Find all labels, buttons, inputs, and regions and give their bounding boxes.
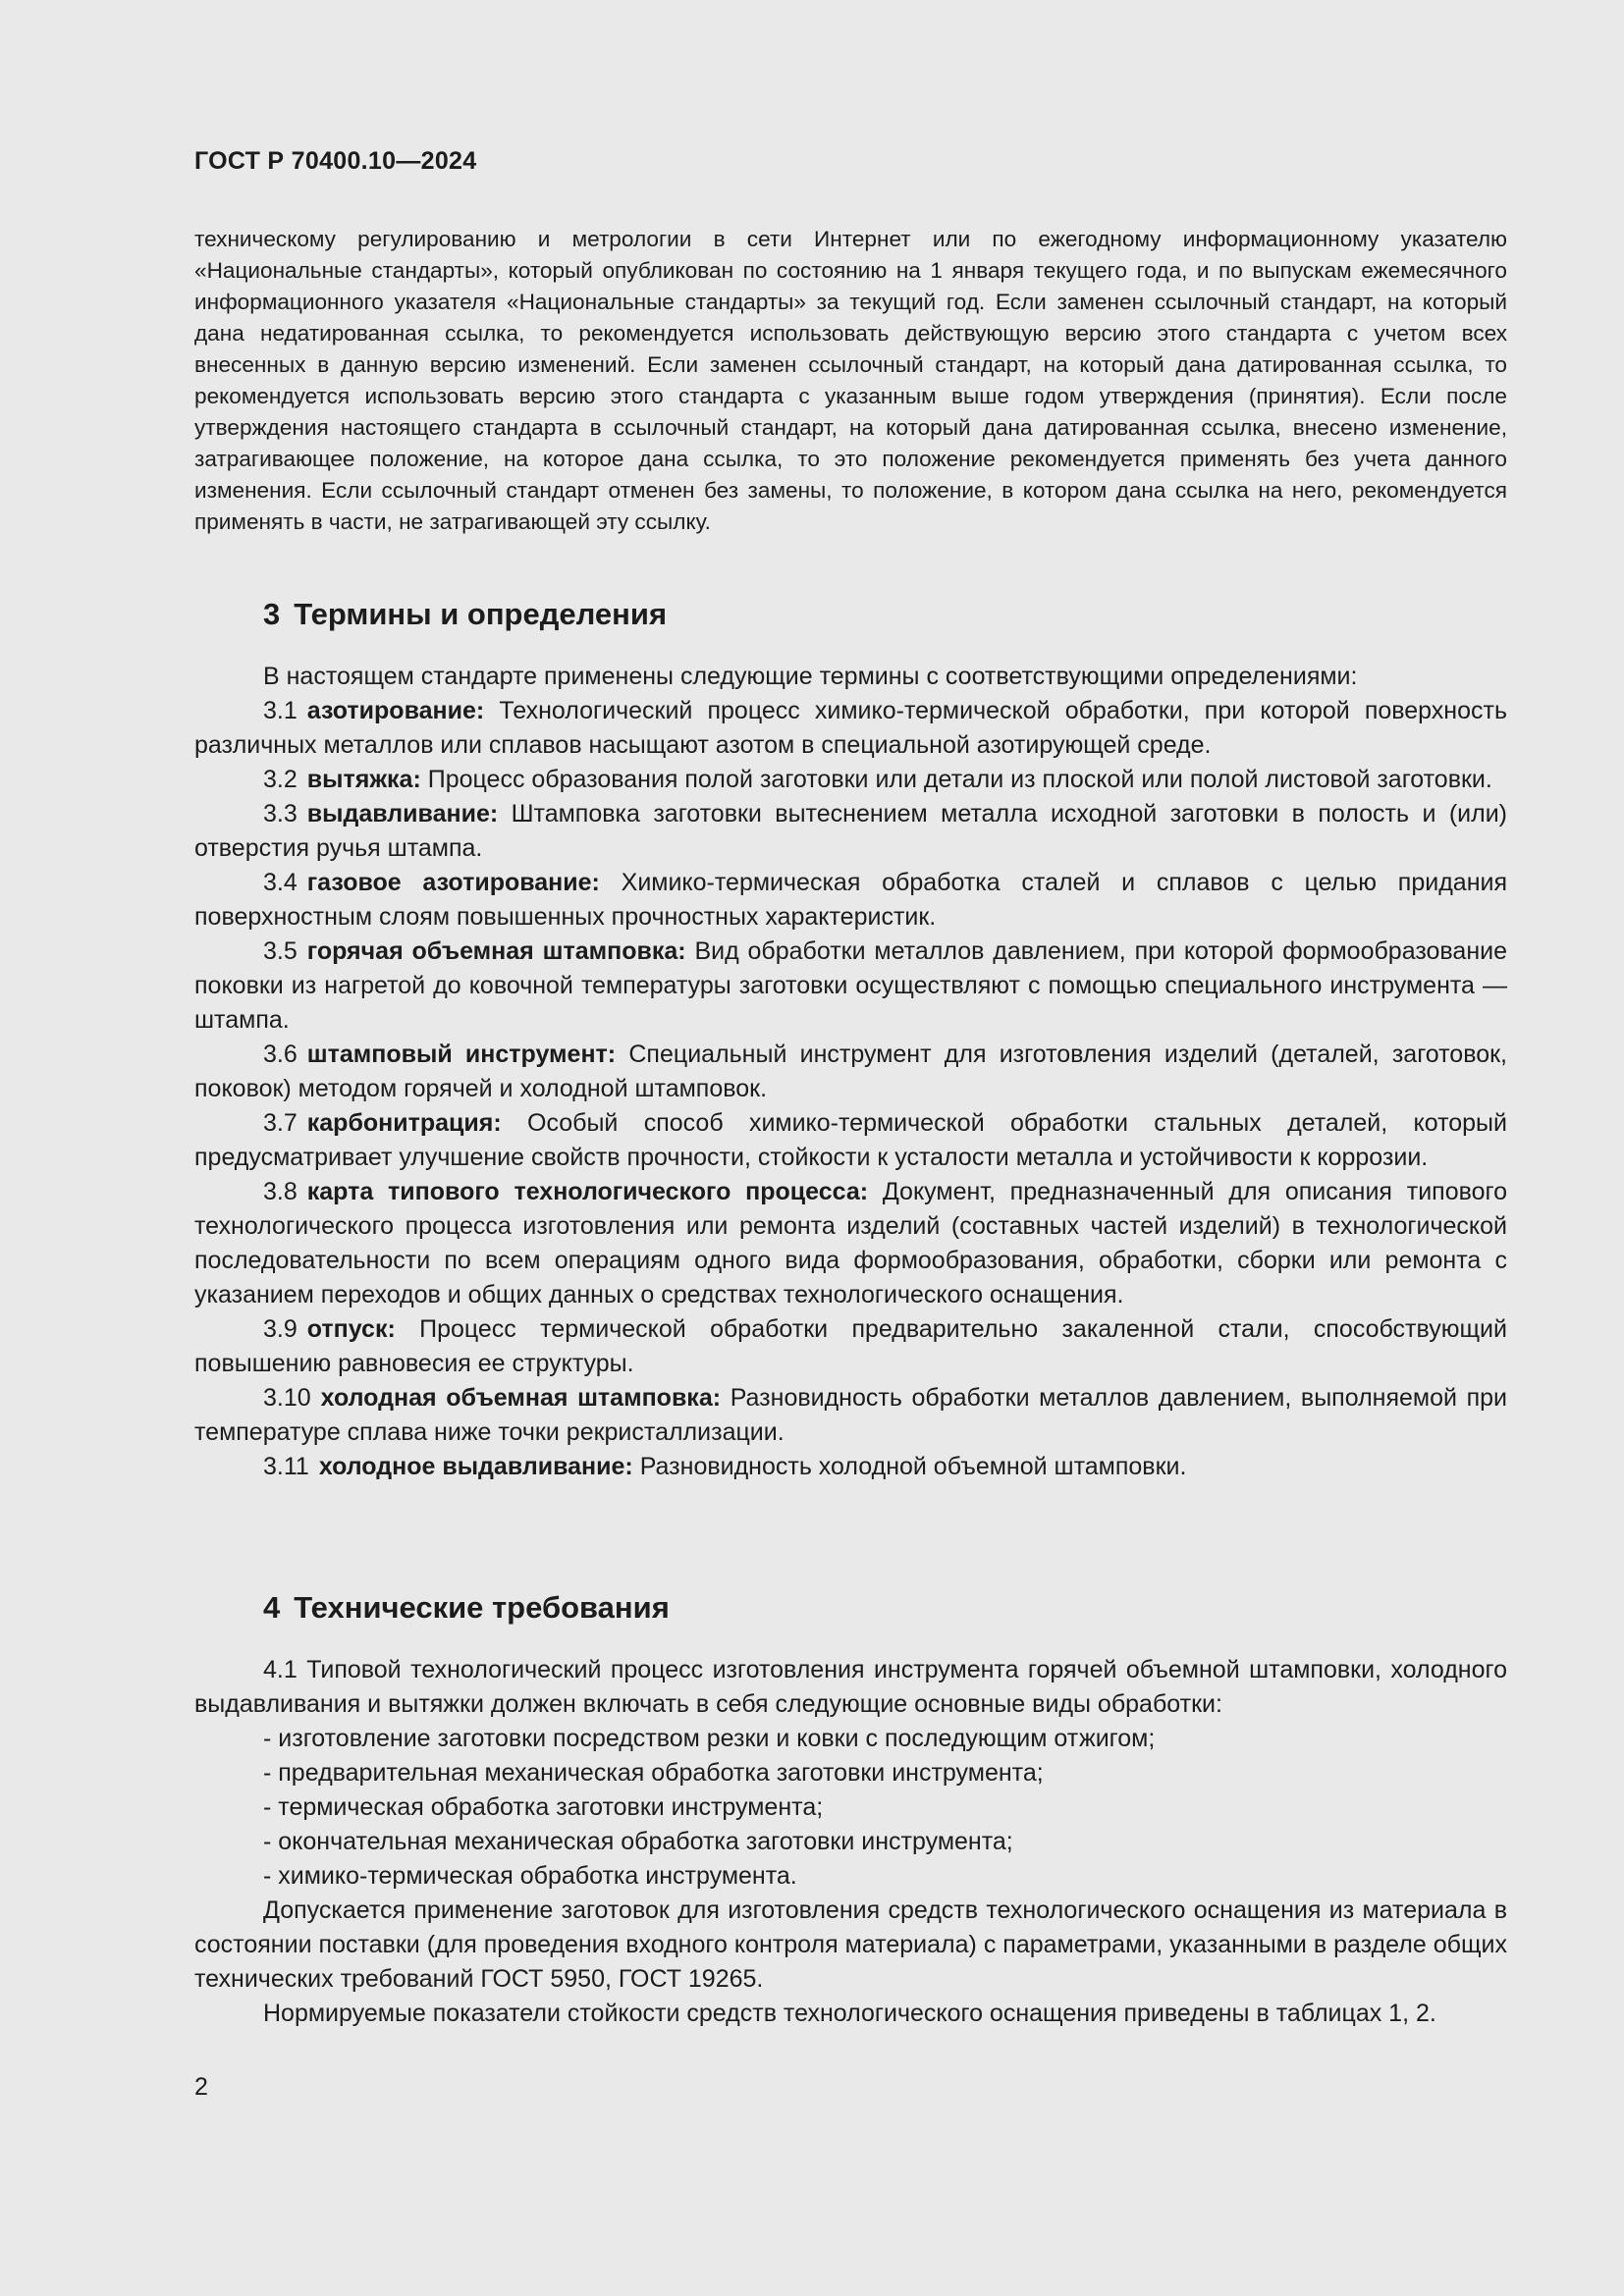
term-entry (194, 1381, 1507, 1450)
term-entry (194, 694, 1507, 763)
term-definition: Разновидность холодной объемной штамповки. (639, 1453, 1187, 1480)
section-3-title: Термины и определения (294, 597, 668, 631)
term-name: штамповый инструмент: (306, 1041, 617, 1068)
list-item: - предварительная механическая обработка заготовки инструмента; (263, 1759, 1044, 1787)
list-item: - изготовление заготовки посредством резки и ковки с последующим отжигом; (263, 1725, 1156, 1752)
term-name: горячая объемная штамповка: (306, 937, 686, 965)
term-number: 3.10 (263, 1384, 311, 1412)
term-entry (194, 1175, 1507, 1312)
term-name: вытяжка: (306, 766, 421, 793)
bullets-list (194, 1722, 1507, 1894)
section-3-number: 3 (263, 597, 281, 631)
page-number: 2 (194, 2073, 208, 2101)
term-name: карбонитрация: (306, 1109, 502, 1137)
section-4-paragraph-1: 4.1 Типовой технологический процесс изготовления инструмента горячей объемной штамповки, холодного выдавливания и вытяжки должен включать в себя следующие основные виды обработки: (194, 1656, 1507, 1718)
term-definition: Документ, предназначенный для описания типового технологического процесса изготовления или ремонта изделий (составных частей изделий) в технологической последовательности по всем операциям одного вида формообразования, обработки, сборки или ремонта с указанием переходов и общих данных о средствах технологического оснащения. (194, 1178, 1507, 1308)
section-4-number: 4 (263, 1590, 281, 1625)
term-number: 3.6 (263, 1041, 298, 1068)
term-definition: Штамповка заготовки вытеснением металла исходной заготовки в полость и (или) отверстия ручья штампа. (194, 800, 1507, 862)
document-header: ГОСТ Р 70400.10—2024 (194, 147, 477, 175)
list-item: - окончательная механическая обработка заготовки инструмента; (263, 1828, 1013, 1855)
term-entry (194, 763, 1507, 797)
list-item: - термическая обработка заготовки инструмента; (263, 1793, 824, 1821)
term-definition: Специальный инструмент для изготовления изделий (деталей, заготовок, поковок) методом горячей и холодной штамповок. (194, 1041, 1507, 1102)
section-4-heading (263, 1590, 670, 1626)
term-entry (194, 866, 1507, 934)
term-name: отпуск: (306, 1315, 396, 1343)
term-definition: Процесс термической обработки предварительно закаленной стали, способствующий повышению равновесия ее структуры. (194, 1315, 1507, 1377)
term-name: азотирование: (306, 697, 485, 724)
section-4-title: Технические требования (294, 1590, 670, 1625)
term-entry (194, 934, 1507, 1038)
term-definition: Особый способ химико-термической обработки стальных деталей, который предусматривает улучшение свойств прочности, стойкости к усталости металла и устойчивости к коррозии. (194, 1109, 1507, 1171)
term-entry (194, 1106, 1507, 1175)
term-name: карта типового технологического процесса: (306, 1178, 869, 1205)
term-number: 3.4 (263, 869, 298, 896)
term-number: 3.11 (263, 1453, 309, 1480)
term-number: 3.8 (263, 1178, 298, 1205)
intro-paragraph: техническому регулированию и метрологии в сети Интернет или по ежегодному информационному указателю «Национальные стандарты», который опубликован по состоянию на 1 января текущего года, и по выпускам ежемесячного информационного указателя «Национальные стандарты» за текущий год. Если заменен ссылочный стандарт, на который дана недатированная ссылка, то рекомендуется использовать действующую версию этого стандарта с учетом всех внесенных в данную версию изменений. Если заменен ссылочный стандарт, на который дана датированная ссылка, то рекомендуется использовать версию этого стандарта с указанным выше годом утверждения (принятия). Если после утверждения настоящего стандарта в ссылочный стандарт, на который дана датированная ссылка, внесено изменение, затрагивающее положение, на которое дана ссылка, то это положение рекомендуется применять без учета данного изменения. Если ссылочный стандарт отменен без замены, то положение, в котором дана ссылка на него, рекомендуется применять в части, не затрагивающей эту ссылку. (194, 227, 1507, 534)
term-definition: Процесс образования полой заготовки или детали из плоской или полой листовой заготовки. (427, 766, 1492, 793)
section-4-paragraph-3: Нормируемые показатели стойкости средств технологического оснащения приведены в таблицах 1, 2. (263, 2000, 1436, 2027)
term-number: 3.3 (263, 800, 298, 828)
term-name: выдавливание: (306, 800, 499, 828)
list-item: - химико-термическая обработка инструмента. (263, 1862, 797, 1890)
term-name: газовое азотирование: (306, 869, 600, 896)
section-4-paragraph-2: Допускается применение заготовок для изготовления средств технологического оснащения из материала в состоянии поставки (для проведения входного контроля материала) с параметрами, указанными в разделе общих технических требований ГОСТ 5950, ГОСТ 19265. (194, 1896, 1507, 1993)
term-name: холодная объемная штамповка: (320, 1384, 722, 1412)
terms-list (194, 694, 1507, 1484)
term-number: 3.9 (263, 1315, 298, 1343)
term-number: 3.7 (263, 1109, 298, 1137)
term-number: 3.2 (263, 766, 298, 793)
term-entry (194, 1450, 1507, 1484)
term-name: холодное выдавливание: (318, 1453, 633, 1480)
term-entry (194, 1038, 1507, 1106)
term-definition: Химико-термическая обработка сталей и сплавов с целью придания поверхностным слоям повышенных прочностных характеристик. (194, 869, 1507, 931)
term-entry (194, 797, 1507, 866)
section-3-heading (263, 597, 667, 632)
term-definition: Разновидность обработки металлов давлением, выполняемой при температуре сплава ниже точки рекристаллизации. (194, 1384, 1507, 1446)
term-number: 3.1 (263, 697, 298, 724)
section-3-body (194, 660, 1507, 1484)
term-definition: Технологический процесс химико-термической обработки, при которой поверхность различных металлов или сплавов насыщают азотом в специальной азотирующей среде. (194, 697, 1507, 759)
term-entry (194, 1312, 1507, 1381)
term-number: 3.5 (263, 937, 298, 965)
section-3-lead: В настоящем стандарте применены следующие термины с соответствующими определениями: (263, 663, 1358, 690)
term-definition: Вид обработки металлов давлением, при которой формообразование поковки из нагретой до ковочной температуры заготовки осуществляют с помощью специального инструмента — штампа. (194, 937, 1507, 1034)
section-4-body (194, 1653, 1507, 2031)
